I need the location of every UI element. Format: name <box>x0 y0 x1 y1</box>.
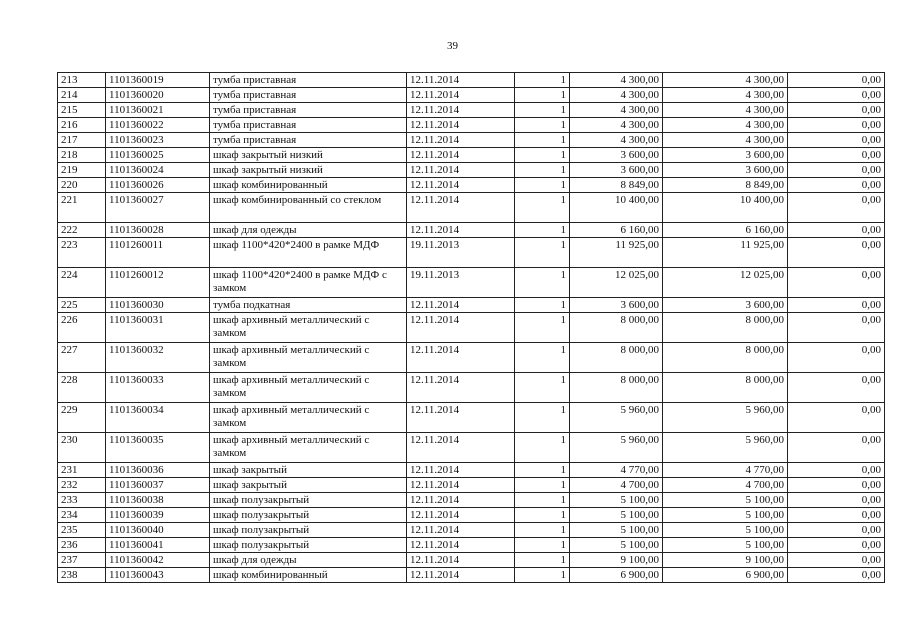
book-value-cell: 3 600,00 <box>570 298 663 313</box>
row-number-cell: 229 <box>58 403 106 433</box>
quantity-cell: 1 <box>515 403 570 433</box>
quantity-cell: 1 <box>515 313 570 343</box>
table-row <box>58 373 885 403</box>
quantity-cell: 1 <box>515 73 570 88</box>
row-number-cell: 232 <box>58 478 106 493</box>
inventory-code-cell: 1101360021 <box>106 103 210 118</box>
table-row <box>58 73 885 88</box>
item-name-cell: шкаф закрытый низкий <box>210 163 407 178</box>
row-number-cell: 213 <box>58 73 106 88</box>
quantity-cell: 1 <box>515 433 570 463</box>
inventory-code-cell: 1101360026 <box>106 178 210 193</box>
quantity-cell: 1 <box>515 118 570 133</box>
item-name-cell: шкаф 1100*420*2400 в рамке МДФ с замком <box>210 268 407 298</box>
row-number-cell: 221 <box>58 193 106 223</box>
table-row <box>58 478 885 493</box>
book-value-cell: 3 600,00 <box>570 148 663 163</box>
residual-value-cell: 0,00 <box>788 553 885 568</box>
inventory-code-cell: 1101360038 <box>106 493 210 508</box>
inventory-code-cell: 1101360034 <box>106 403 210 433</box>
table-row <box>58 88 885 103</box>
table-row <box>58 238 885 268</box>
residual-value-cell: 0,00 <box>788 178 885 193</box>
item-name-cell: шкаф 1100*420*2400 в рамке МДФ <box>210 238 407 268</box>
inventory-code-cell: 1101260011 <box>106 238 210 268</box>
inventory-code-cell: 1101360040 <box>106 523 210 538</box>
inventory-code-cell: 1101360041 <box>106 538 210 553</box>
book-value-cell: 5 100,00 <box>570 508 663 523</box>
residual-value-cell: 0,00 <box>788 73 885 88</box>
residual-value-cell: 0,00 <box>788 268 885 298</box>
depreciation-cell: 5 100,00 <box>663 523 788 538</box>
table-row <box>58 298 885 313</box>
acquisition-date-cell: 12.11.2014 <box>407 298 515 313</box>
quantity-cell: 1 <box>515 463 570 478</box>
table-body <box>58 73 885 583</box>
inventory-code-cell: 1101360032 <box>106 343 210 373</box>
row-number-cell: 236 <box>58 538 106 553</box>
item-name-cell: шкаф полузакрытый <box>210 508 407 523</box>
row-number-cell: 218 <box>58 148 106 163</box>
quantity-cell: 1 <box>515 298 570 313</box>
row-number-cell: 235 <box>58 523 106 538</box>
inventory-code-cell: 1101360024 <box>106 163 210 178</box>
table-row <box>58 178 885 193</box>
table-row <box>58 223 885 238</box>
quantity-cell: 1 <box>515 133 570 148</box>
depreciation-cell: 5 960,00 <box>663 433 788 463</box>
residual-value-cell: 0,00 <box>788 103 885 118</box>
book-value-cell: 4 300,00 <box>570 88 663 103</box>
residual-value-cell: 0,00 <box>788 433 885 463</box>
quantity-cell: 1 <box>515 478 570 493</box>
book-value-cell: 6 160,00 <box>570 223 663 238</box>
item-name-cell: шкаф полузакрытый <box>210 538 407 553</box>
acquisition-date-cell: 12.11.2014 <box>407 148 515 163</box>
book-value-cell: 9 100,00 <box>570 553 663 568</box>
quantity-cell: 1 <box>515 523 570 538</box>
row-number-cell: 227 <box>58 343 106 373</box>
quantity-cell: 1 <box>515 193 570 223</box>
table-row <box>58 568 885 583</box>
quantity-cell: 1 <box>515 148 570 163</box>
table-row <box>58 268 885 298</box>
depreciation-cell: 4 300,00 <box>663 133 788 148</box>
depreciation-cell: 3 600,00 <box>663 298 788 313</box>
item-name-cell: шкаф для одежды <box>210 223 407 238</box>
depreciation-cell: 5 100,00 <box>663 538 788 553</box>
table-row <box>58 148 885 163</box>
inventory-code-cell: 1101360023 <box>106 133 210 148</box>
book-value-cell: 8 000,00 <box>570 373 663 403</box>
item-name-cell: шкаф комбинированный <box>210 568 407 583</box>
book-value-cell: 8 849,00 <box>570 178 663 193</box>
inventory-code-cell: 1101360030 <box>106 298 210 313</box>
depreciation-cell: 3 600,00 <box>663 163 788 178</box>
acquisition-date-cell: 12.11.2014 <box>407 178 515 193</box>
item-name-cell: шкаф закрытый <box>210 463 407 478</box>
acquisition-date-cell: 12.11.2014 <box>407 163 515 178</box>
depreciation-cell: 8 000,00 <box>663 373 788 403</box>
book-value-cell: 8 000,00 <box>570 343 663 373</box>
row-number-cell: 238 <box>58 568 106 583</box>
book-value-cell: 5 100,00 <box>570 523 663 538</box>
quantity-cell: 1 <box>515 538 570 553</box>
quantity-cell: 1 <box>515 493 570 508</box>
inventory-code-cell: 1101360033 <box>106 373 210 403</box>
row-number-cell: 219 <box>58 163 106 178</box>
book-value-cell: 4 770,00 <box>570 463 663 478</box>
item-name-cell: тумба приставная <box>210 73 407 88</box>
depreciation-cell: 5 100,00 <box>663 493 788 508</box>
residual-value-cell: 0,00 <box>788 508 885 523</box>
row-number-cell: 217 <box>58 133 106 148</box>
acquisition-date-cell: 12.11.2014 <box>407 493 515 508</box>
table-row <box>58 118 885 133</box>
acquisition-date-cell: 19.11.2013 <box>407 268 515 298</box>
inventory-code-cell: 1101360022 <box>106 118 210 133</box>
acquisition-date-cell: 12.11.2014 <box>407 373 515 403</box>
depreciation-cell: 9 100,00 <box>663 553 788 568</box>
acquisition-date-cell: 12.11.2014 <box>407 103 515 118</box>
acquisition-date-cell: 12.11.2014 <box>407 553 515 568</box>
residual-value-cell: 0,00 <box>788 478 885 493</box>
table-row <box>58 433 885 463</box>
table-row <box>58 538 885 553</box>
inventory-table <box>57 72 885 583</box>
table-row <box>58 463 885 478</box>
row-number-cell: 228 <box>58 373 106 403</box>
depreciation-cell: 6 160,00 <box>663 223 788 238</box>
book-value-cell: 4 700,00 <box>570 478 663 493</box>
acquisition-date-cell: 12.11.2014 <box>407 223 515 238</box>
acquisition-date-cell: 12.11.2014 <box>407 463 515 478</box>
book-value-cell: 4 300,00 <box>570 118 663 133</box>
quantity-cell: 1 <box>515 373 570 403</box>
residual-value-cell: 0,00 <box>788 373 885 403</box>
acquisition-date-cell: 12.11.2014 <box>407 538 515 553</box>
depreciation-cell: 4 770,00 <box>663 463 788 478</box>
acquisition-date-cell: 12.11.2014 <box>407 88 515 103</box>
inventory-code-cell: 1101360020 <box>106 88 210 103</box>
depreciation-cell: 5 960,00 <box>663 403 788 433</box>
residual-value-cell: 0,00 <box>788 523 885 538</box>
depreciation-cell: 12 025,00 <box>663 268 788 298</box>
quantity-cell: 1 <box>515 88 570 103</box>
residual-value-cell: 0,00 <box>788 88 885 103</box>
residual-value-cell: 0,00 <box>788 163 885 178</box>
table-row <box>58 343 885 373</box>
item-name-cell: шкаф полузакрытый <box>210 493 407 508</box>
quantity-cell: 1 <box>515 163 570 178</box>
inventory-code-cell: 1101360027 <box>106 193 210 223</box>
inventory-code-cell: 1101360036 <box>106 463 210 478</box>
depreciation-cell: 4 700,00 <box>663 478 788 493</box>
row-number-cell: 237 <box>58 553 106 568</box>
item-name-cell: шкаф закрытый низкий <box>210 148 407 163</box>
table-row <box>58 403 885 433</box>
row-number-cell: 231 <box>58 463 106 478</box>
depreciation-cell: 6 900,00 <box>663 568 788 583</box>
row-number-cell: 234 <box>58 508 106 523</box>
quantity-cell: 1 <box>515 508 570 523</box>
item-name-cell: шкаф архивный металлический с замком <box>210 313 407 343</box>
quantity-cell: 1 <box>515 223 570 238</box>
inventory-code-cell: 1101360039 <box>106 508 210 523</box>
inventory-code-cell: 1101360042 <box>106 553 210 568</box>
row-number-cell: 224 <box>58 268 106 298</box>
inventory-code-cell: 1101360043 <box>106 568 210 583</box>
item-name-cell: шкаф комбинированный со стеклом <box>210 193 407 223</box>
acquisition-date-cell: 12.11.2014 <box>407 568 515 583</box>
residual-value-cell: 0,00 <box>788 403 885 433</box>
inventory-code-cell: 1101360025 <box>106 148 210 163</box>
inventory-code-cell: 1101360031 <box>106 313 210 343</box>
residual-value-cell: 0,00 <box>788 313 885 343</box>
row-number-cell: 216 <box>58 118 106 133</box>
residual-value-cell: 0,00 <box>788 133 885 148</box>
book-value-cell: 5 960,00 <box>570 403 663 433</box>
row-number-cell: 230 <box>58 433 106 463</box>
acquisition-date-cell: 12.11.2014 <box>407 133 515 148</box>
row-number-cell: 233 <box>58 493 106 508</box>
residual-value-cell: 0,00 <box>788 148 885 163</box>
quantity-cell: 1 <box>515 553 570 568</box>
inventory-code-cell: 1101360037 <box>106 478 210 493</box>
inventory-code-cell: 1101260012 <box>106 268 210 298</box>
book-value-cell: 3 600,00 <box>570 163 663 178</box>
row-number-cell: 220 <box>58 178 106 193</box>
depreciation-cell: 5 100,00 <box>663 508 788 523</box>
residual-value-cell: 0,00 <box>788 223 885 238</box>
acquisition-date-cell: 19.11.2013 <box>407 238 515 268</box>
acquisition-date-cell: 12.11.2014 <box>407 313 515 343</box>
book-value-cell: 4 300,00 <box>570 103 663 118</box>
item-name-cell: тумба приставная <box>210 88 407 103</box>
depreciation-cell: 4 300,00 <box>663 103 788 118</box>
book-value-cell: 8 000,00 <box>570 313 663 343</box>
acquisition-date-cell: 12.11.2014 <box>407 403 515 433</box>
depreciation-cell: 10 400,00 <box>663 193 788 223</box>
item-name-cell: тумба подкатная <box>210 298 407 313</box>
residual-value-cell: 0,00 <box>788 463 885 478</box>
quantity-cell: 1 <box>515 238 570 268</box>
row-number-cell: 225 <box>58 298 106 313</box>
residual-value-cell: 0,00 <box>788 343 885 373</box>
item-name-cell: шкаф комбинированный <box>210 178 407 193</box>
book-value-cell: 5 960,00 <box>570 433 663 463</box>
book-value-cell: 11 925,00 <box>570 238 663 268</box>
depreciation-cell: 8 000,00 <box>663 313 788 343</box>
residual-value-cell: 0,00 <box>788 298 885 313</box>
quantity-cell: 1 <box>515 343 570 373</box>
book-value-cell: 4 300,00 <box>570 133 663 148</box>
acquisition-date-cell: 12.11.2014 <box>407 433 515 463</box>
row-number-cell: 222 <box>58 223 106 238</box>
depreciation-cell: 8 849,00 <box>663 178 788 193</box>
depreciation-cell: 3 600,00 <box>663 148 788 163</box>
acquisition-date-cell: 12.11.2014 <box>407 523 515 538</box>
inventory-code-cell: 1101360019 <box>106 73 210 88</box>
item-name-cell: шкаф архивный металлический с замком <box>210 343 407 373</box>
quantity-cell: 1 <box>515 103 570 118</box>
book-value-cell: 12 025,00 <box>570 268 663 298</box>
book-value-cell: 6 900,00 <box>570 568 663 583</box>
page-number: 39 <box>447 40 458 52</box>
table-row <box>58 508 885 523</box>
table-row <box>58 163 885 178</box>
book-value-cell: 4 300,00 <box>570 73 663 88</box>
table-row <box>58 103 885 118</box>
residual-value-cell: 0,00 <box>788 118 885 133</box>
item-name-cell: шкаф архивный металлический с замком <box>210 403 407 433</box>
acquisition-date-cell: 12.11.2014 <box>407 343 515 373</box>
residual-value-cell: 0,00 <box>788 193 885 223</box>
table-row <box>58 523 885 538</box>
item-name-cell: тумба приставная <box>210 103 407 118</box>
item-name-cell: шкаф архивный металлический с замком <box>210 433 407 463</box>
residual-value-cell: 0,00 <box>788 493 885 508</box>
residual-value-cell: 0,00 <box>788 538 885 553</box>
depreciation-cell: 8 000,00 <box>663 343 788 373</box>
quantity-cell: 1 <box>515 568 570 583</box>
inventory-code-cell: 1101360035 <box>106 433 210 463</box>
book-value-cell: 5 100,00 <box>570 493 663 508</box>
item-name-cell: шкаф для одежды <box>210 553 407 568</box>
residual-value-cell: 0,00 <box>788 238 885 268</box>
depreciation-cell: 4 300,00 <box>663 118 788 133</box>
table-row <box>58 313 885 343</box>
table-row <box>58 553 885 568</box>
quantity-cell: 1 <box>515 178 570 193</box>
row-number-cell: 214 <box>58 88 106 103</box>
item-name-cell: шкаф полузакрытый <box>210 523 407 538</box>
item-name-cell: тумба приставная <box>210 118 407 133</box>
book-value-cell: 5 100,00 <box>570 538 663 553</box>
depreciation-cell: 11 925,00 <box>663 238 788 268</box>
depreciation-cell: 4 300,00 <box>663 73 788 88</box>
row-number-cell: 215 <box>58 103 106 118</box>
acquisition-date-cell: 12.11.2014 <box>407 118 515 133</box>
quantity-cell: 1 <box>515 268 570 298</box>
table-row <box>58 493 885 508</box>
table-row <box>58 133 885 148</box>
acquisition-date-cell: 12.11.2014 <box>407 193 515 223</box>
acquisition-date-cell: 12.11.2014 <box>407 73 515 88</box>
residual-value-cell: 0,00 <box>788 568 885 583</box>
acquisition-date-cell: 12.11.2014 <box>407 478 515 493</box>
inventory-code-cell: 1101360028 <box>106 223 210 238</box>
item-name-cell: шкаф архивный металлический с замком <box>210 373 407 403</box>
item-name-cell: тумба приставная <box>210 133 407 148</box>
depreciation-cell: 4 300,00 <box>663 88 788 103</box>
item-name-cell: шкаф закрытый <box>210 478 407 493</box>
book-value-cell: 10 400,00 <box>570 193 663 223</box>
acquisition-date-cell: 12.11.2014 <box>407 508 515 523</box>
table-row <box>58 193 885 223</box>
row-number-cell: 223 <box>58 238 106 268</box>
row-number-cell: 226 <box>58 313 106 343</box>
